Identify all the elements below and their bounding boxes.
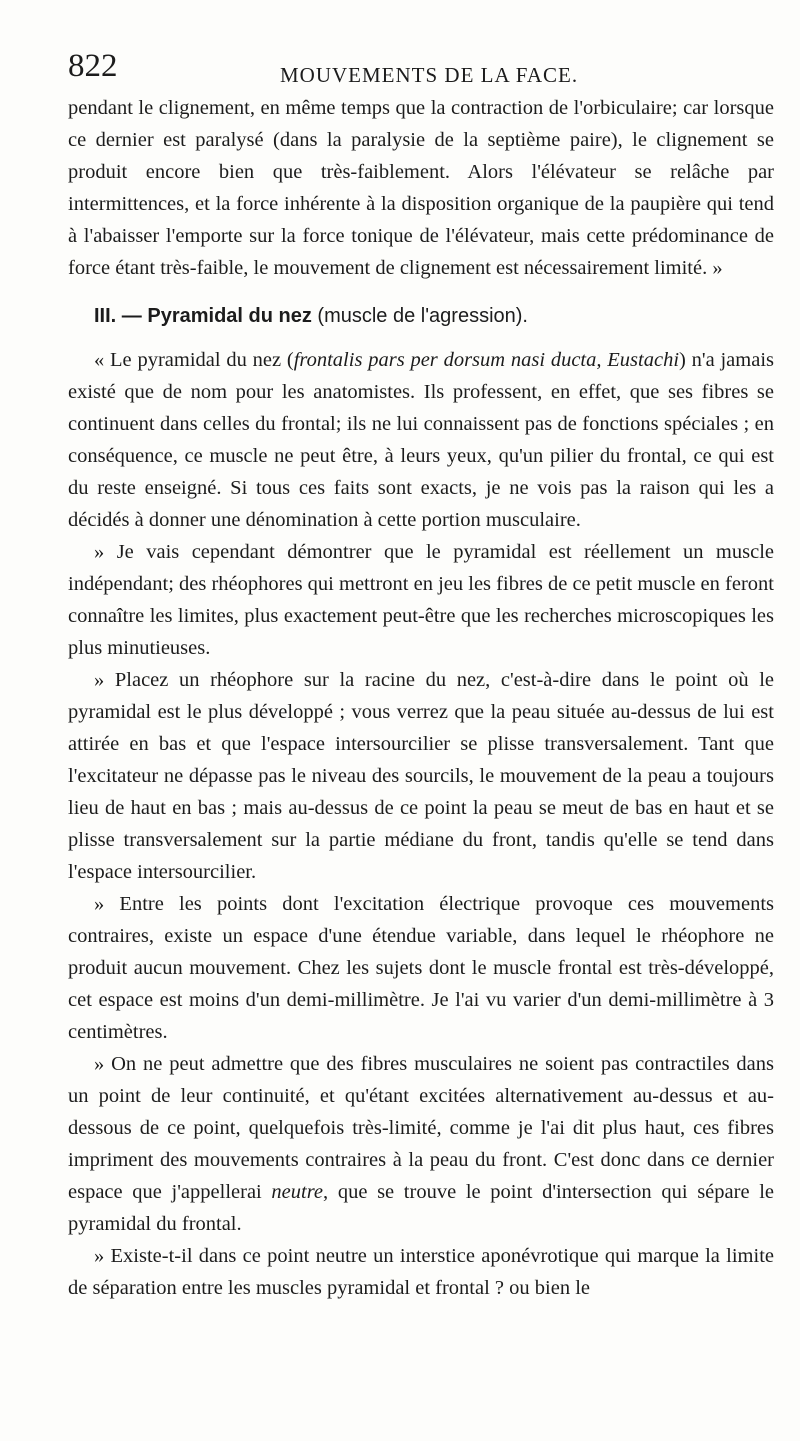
paragraph-continuation: pendant le clignement, en même temps que la contraction de l'orbiculaire; car lorsque ce dernier est paralysé (dans la paralysie de la septième paire), le clignement se produit encore bien que très-faiblement. Alors l'élévateur se relâche par intermittences, et la force inhérente à la disposition organique de la paupière qui tend à l'abaisser l'emporte sur la force tonique de l'élévateur, mais cette prédominance de force étant très-faible, le mouvement de clignement est nécessairement limité. » <box>68 97 774 279</box>
text-run: « Le pyramidal du nez ( <box>94 349 294 371</box>
latin-name: frontalis pars per dorsum nasi ducta, Eustachi <box>293 349 680 371</box>
paragraph-rheophore: » Placez un rhéophore sur la racine du nez, c'est-à-dire dans le point où le pyramidal est le plus développé ; vous verrez que la peau située au-dessus de lui est attirée en bas et que l'espace intersourcilier se plisse transversalement. Tant que l'excitateur ne dépasse pas le niveau des sourcils, le mouvement de la peau a toujours lieu de haut en bas ; mais au-dessus de ce point la peau se meut de bas en haut et se plisse transversalement sur la partie médiane du front, tandis qu'elle se tend dans l'espace intersourcilier. <box>68 669 774 883</box>
text-run: » On ne peut admettre que des fibres musculaires ne soient pas contractiles dans un point de leur continuité, et qu'étant excitées alternativement au-dessus et au-dessous de ce point, quelquefois très-limité, comme je l'ai dit plus haut, ces fibres impriment des mouvements contraires à la peau du front. C'est donc dans ce dernier espace que j'appellerai <box>68 1053 774 1203</box>
paragraph-contrary-movements: » Entre les points dont l'excitation électrique provoque ces mouvements contraires, existe un espace d'une étendue variable, dans lequel le rhéophore ne produit aucun mouvement. Chez les sujets dont le muscle frontal est très-développé, cet espace est moins d'un demi-millimètre. Je l'ai vu varier d'un demi-millimètre à 3 centimètres. <box>68 893 774 1043</box>
emphasis-neutre: neutre <box>271 1181 324 1203</box>
paragraph-pyramidal-intro <box>68 344 774 536</box>
section-title: Pyramidal du nez <box>147 305 312 327</box>
running-title: MOUVEMENTS DE LA FACE. <box>280 63 579 87</box>
paragraph-interstice-question: » Existe-t-il dans ce point neutre un interstice aponévrotique qui marque la limite de séparation entre les muscles pyramidal et frontal ? ou bien le <box>68 1245 774 1299</box>
paragraph-demonstration: » Je vais cependant démontrer que le pyramidal est réellement un muscle indépendant; des rhéophores qui mettront en jeu les fibres de ce petit muscle en feront connaître les limites, plus exactement peut-être que les recherches microscopiques les plus minutieuses. <box>68 541 774 659</box>
body-text <box>68 92 774 1304</box>
section-subtitle: (muscle de l'agression). <box>317 305 528 327</box>
section-heading <box>68 300 774 332</box>
section-number: III. — <box>94 305 142 327</box>
text-run: ) n'a jamais existé que de nom pour les anatomistes. Ils professent, en effet, que ses fibres se continuent dans celles du frontal; ils ne lui connaissent pas de fonctions spéciales ; en conséquence, ce muscle ne peut être, à leurs yeux, qu'un pilier du frontal, ce qui est du reste enseigné. Si tous ces faits sont exacts, je ne vois pas la raison qui les a décidés à donner une dénomination à cette portion musculaire. <box>68 349 774 531</box>
paragraph-neutral-space <box>68 1048 774 1240</box>
page-number: 822 <box>68 48 118 84</box>
text-run: , que se trouve le point d'intersection qui sépare le pyramidal du frontal. <box>68 1181 774 1235</box>
